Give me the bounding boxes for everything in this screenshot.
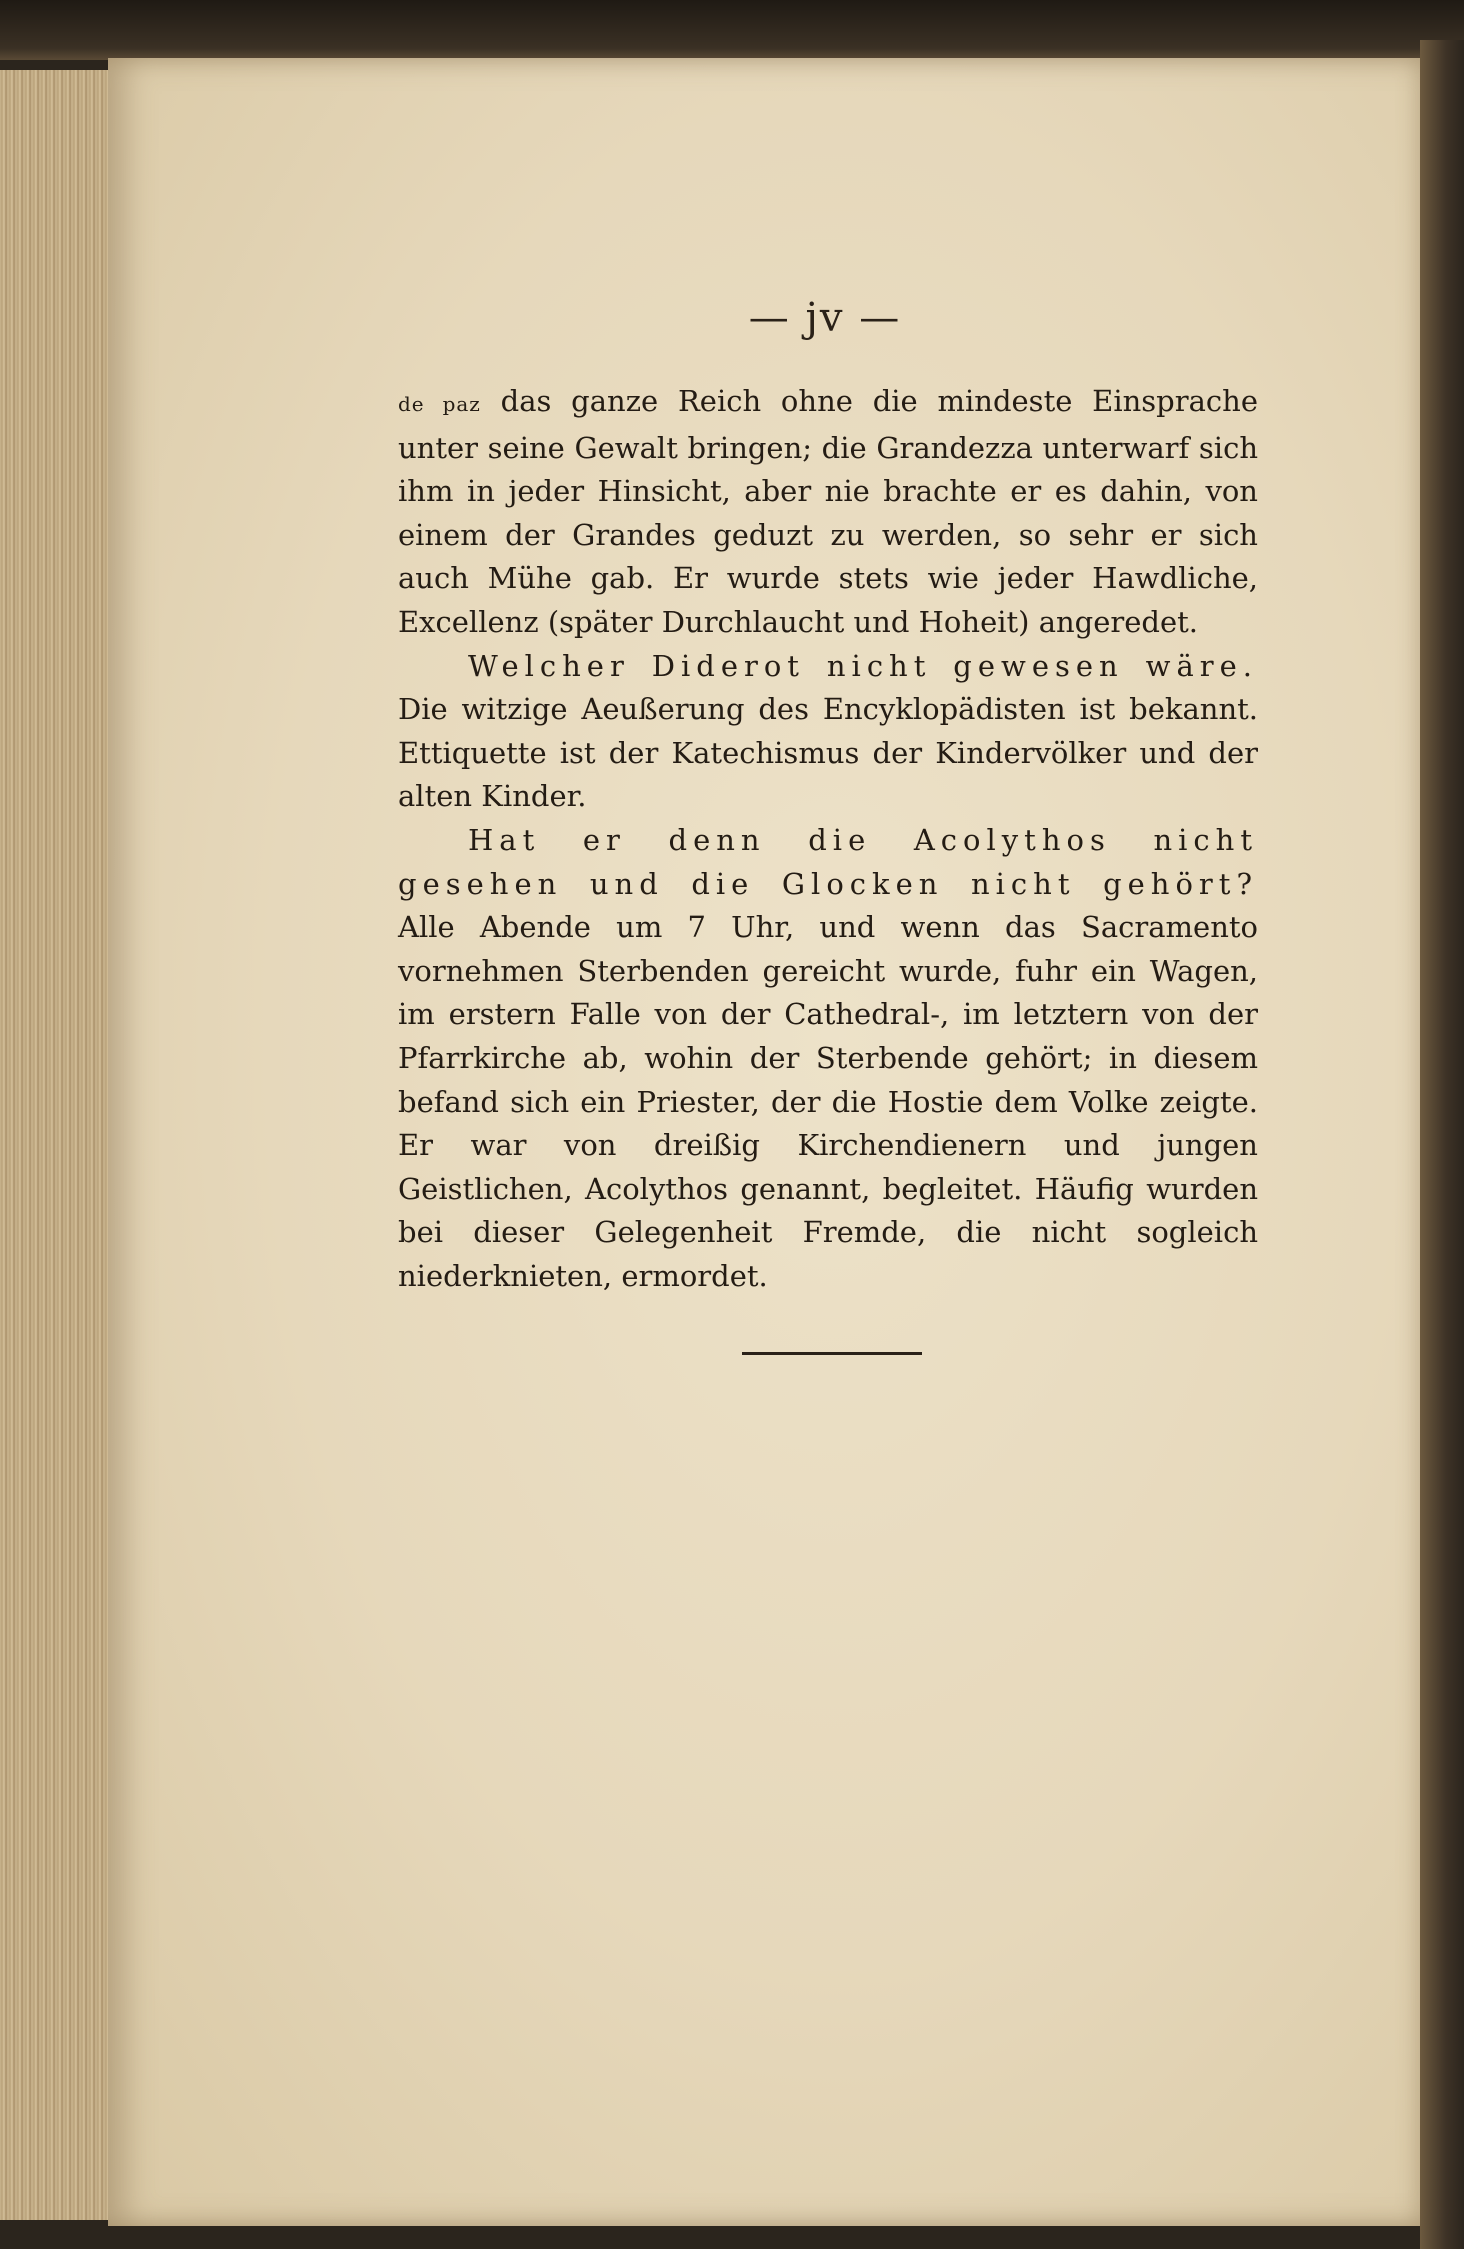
paragraph-1-text: das ganze Reich ohne die mindeste Einsprache unter seine Gewalt bringen; die Grandezza unterwarf sich ihm in jeder Hinsicht, aber nie brachte er es dahin, von einem der Grandes geduzt zu werden, so sehr er sich auch Mühe gab. Er wurde stets wie jeder Hawdliche, Excellenz (später Durchlaucht und Hoheit) angeredet.	[398, 384, 1258, 639]
paragraph-3	[398, 819, 1258, 1299]
book-cover-top-edge	[0, 0, 1464, 60]
paragraph-1-lead: de paz	[398, 392, 481, 416]
book-page-edges	[0, 70, 113, 2220]
paragraph-3-text: Alle Abende um 7 Uhr, und wenn das Sacramento vornehmen Sterbenden gereicht wurde, fuhr ein Wagen, im erstern Falle von der Cathedral-, im letztern von der Pfarrkirche ab, wohin der Sterbende gehört; in diesem befand sich ein Priester, der die Hostie dem Volke zeigte. Er war von dreißig Kirchendienern und jungen Geistlichen, Acolythos genannt, begleitet. Häufig wurden bei dieser Gelegenheit Fremde, die nicht sogleich niederknieten, ermordet.	[398, 910, 1258, 1293]
body-text	[398, 380, 1258, 1298]
book-cover-right-edge	[1420, 40, 1464, 2249]
page-number-header: — jv —	[748, 295, 902, 341]
paragraph-1	[398, 380, 1258, 645]
paragraph-2-text: Die witzige Aeußerung des Encyklopädisten ist bekannt. Ettiquette ist der Katechismus der Kindervölker und der alten Kinder.	[398, 692, 1258, 814]
section-end-rule	[742, 1352, 922, 1355]
paragraph-2	[398, 645, 1258, 819]
paragraph-3-lead: Hat er denn die Acolythos nicht gesehen und die Glocken nicht gehört?	[398, 822, 1258, 901]
paragraph-2-lead: Welcher Diderot nicht gewesen wäre.	[468, 648, 1258, 683]
